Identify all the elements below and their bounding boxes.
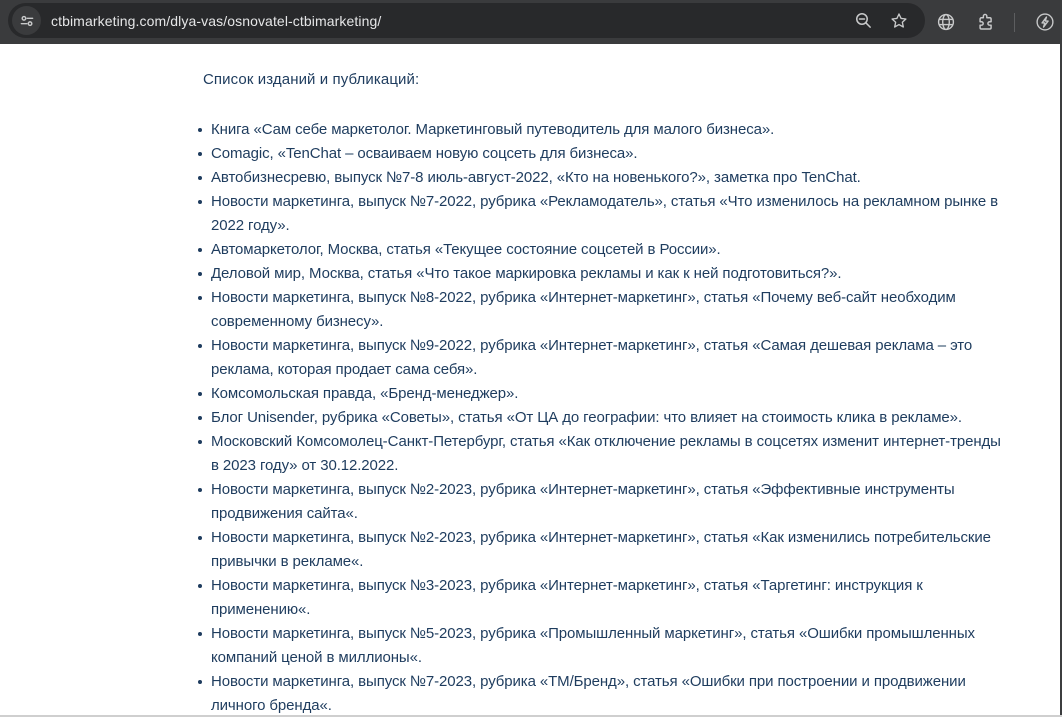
bullet-icon bbox=[198, 344, 202, 348]
publication-text: Новости маркетинга, выпуск №9-2022, рубрика «Интернет-маркетинг», статья «Самая дешевая реклама – это реклама, которая продает сама себя». bbox=[211, 337, 973, 378]
publication-text: Новости маркетинга, выпуск №8-2022, рубрика «Интернет-маркетинг», статья «Почему веб-сайт необходим современному бизнесу». bbox=[211, 289, 956, 330]
bullet-icon bbox=[198, 296, 202, 300]
bookmark-button[interactable] bbox=[889, 11, 909, 31]
publication-item bbox=[197, 670, 1009, 717]
publication-item bbox=[197, 166, 1009, 190]
bullet-icon bbox=[198, 152, 202, 156]
page-title: Список изданий и публикаций: bbox=[203, 71, 420, 88]
url-text[interactable]: ctbimarketing.com/dlya-vas/osnovatel-ctbimarketing/ bbox=[51, 12, 382, 29]
publication-text: Московский Комсомолец-Санкт-Петербург, статья «Как отключение рекламы в соцсетях изменит интернет-тренды в 2023 году» от 30.12.2022. bbox=[211, 433, 1001, 474]
publication-item bbox=[197, 406, 1009, 430]
bullet-icon bbox=[198, 392, 202, 396]
bullet-icon bbox=[198, 416, 202, 420]
publication-text: Новости маркетинга, выпуск №7-2022, рубрика «Рекламодатель», статья «Что изменилось на рекламном рынке в 2022 году». bbox=[211, 193, 999, 234]
publication-item bbox=[197, 382, 1009, 406]
publication-item bbox=[197, 286, 1009, 334]
publication-text: Новости маркетинга, выпуск №2-2023, рубрика «Интернет-маркетинг», статья «Как изменились потребительские привычки в рекламе«. bbox=[211, 529, 991, 570]
publication-text: Автобизнесревю, выпуск №7-8 июль-август-2022, «Кто на новенького?», заметка про TenChat. bbox=[211, 169, 861, 186]
extensions-puzzle-icon bbox=[975, 12, 995, 32]
page-content bbox=[197, 70, 1022, 717]
bullet-icon bbox=[198, 488, 202, 492]
browser-toolbar bbox=[0, 0, 1062, 44]
bullet-icon bbox=[198, 584, 202, 588]
bullet-icon bbox=[198, 536, 202, 540]
publication-item bbox=[197, 334, 1009, 382]
profile-badge-button[interactable] bbox=[1034, 11, 1056, 33]
publication-item bbox=[197, 574, 1009, 622]
publication-text: Новости маркетинга, выпуск №5-2023, рубрика «Промышленный маркетинг», статья «Ошибки промышленных компаний ценой в миллионы«. bbox=[211, 625, 975, 666]
publication-text: Комсомольская правда, «Бренд-менеджер». bbox=[211, 385, 519, 402]
publication-item bbox=[197, 622, 1009, 670]
url-bar[interactable] bbox=[8, 3, 925, 38]
bullet-icon bbox=[198, 128, 202, 132]
publication-text: Новости маркетинга, выпуск №3-2023, рубрика «Интернет-маркетинг», статья «Таргетинг: инструкция к применению«. bbox=[211, 577, 923, 618]
publication-item bbox=[197, 430, 1009, 478]
toolbar-divider bbox=[1014, 13, 1015, 32]
publication-text: Автомаркетолог, Москва, статья «Текущее состояние соцсетей в России». bbox=[211, 241, 721, 258]
extensions-button[interactable] bbox=[975, 12, 995, 32]
publication-text: Новости маркетинга, выпуск №2-2023, рубрика «Интернет-маркетинг», статья «Эффективные инструменты продвижения сайта«. bbox=[211, 481, 955, 522]
publication-item bbox=[197, 262, 1009, 286]
zoom-out-icon bbox=[854, 11, 873, 30]
publication-item bbox=[197, 142, 1009, 166]
publication-item bbox=[197, 478, 1009, 526]
bullet-icon bbox=[198, 248, 202, 252]
publications-list bbox=[197, 118, 1009, 717]
publication-item bbox=[197, 238, 1009, 262]
bullet-icon bbox=[198, 632, 202, 636]
bullet-icon bbox=[198, 200, 202, 204]
lightning-badge-icon bbox=[1034, 11, 1056, 33]
publication-text: Книга «Сам себе маркетолог. Маркетинговый путеводитель для малого бизнеса». bbox=[211, 121, 775, 138]
bullet-icon bbox=[198, 176, 202, 180]
globe-icon bbox=[936, 12, 956, 32]
publication-item bbox=[197, 526, 1009, 574]
publication-item bbox=[197, 118, 1009, 142]
toolbar-right-actions bbox=[936, 0, 1056, 44]
bullet-icon bbox=[198, 272, 202, 276]
publication-text: Новости маркетинга, выпуск №7-2023, рубрика «ТМ/Бренд», статья «Ошибки при построении и продвижении личного бренда«. bbox=[211, 673, 966, 714]
site-settings-button[interactable] bbox=[12, 6, 41, 35]
publication-text: Деловой мир, Москва, статья «Что такое маркировка рекламы и как к ней подготовиться?». bbox=[211, 265, 842, 282]
zoom-out-button[interactable] bbox=[854, 11, 873, 30]
tune-icon bbox=[19, 13, 35, 29]
bullet-icon bbox=[198, 440, 202, 444]
publication-text: Comagic, «TenChat – осваиваем новую соцсеть для бизнеса». bbox=[211, 145, 638, 162]
publication-item bbox=[197, 190, 1009, 238]
globe-button[interactable] bbox=[936, 12, 956, 32]
publication-text: Блог Unisender, рубрика «Советы», статья «От ЦА до географии: что влияет на стоимость клика в рекламе». bbox=[211, 409, 962, 426]
bookmark-star-icon bbox=[889, 11, 909, 31]
bullet-icon bbox=[198, 680, 202, 684]
